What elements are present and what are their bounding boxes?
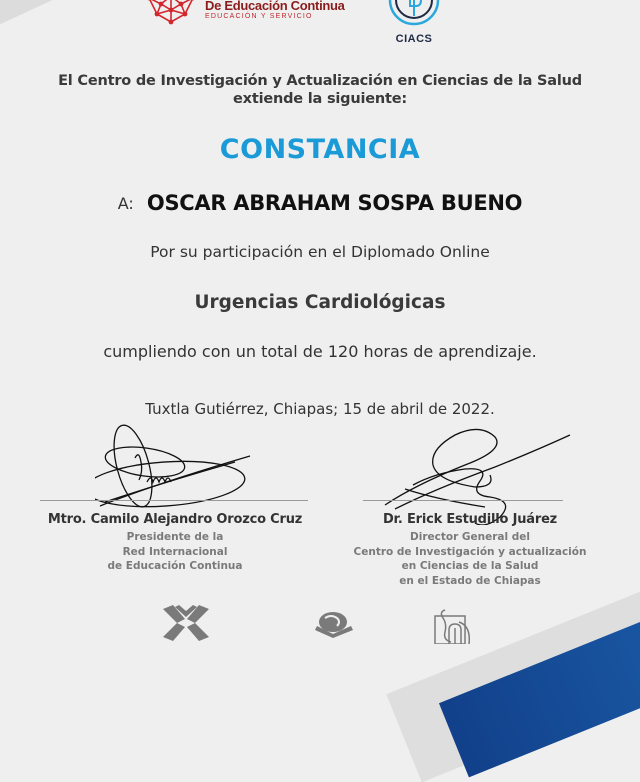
issuer-statement [0,72,640,108]
ciacs-circle-logo-icon [388,0,440,28]
role-line: Presidente de la [20,530,330,545]
monogram-frame-logo-icon [433,608,473,648]
x-chevrons-logo-icon [163,605,209,645]
hours-text: cumpliendo con un total de 120 horas de aprendizaje. [0,342,640,361]
open-book-globe-logo-icon [311,610,357,644]
signature-line-left [40,500,308,501]
participation-text: Por su participación en el Diplomado Online [0,243,640,261]
role-line: de Educación Continua [20,559,330,574]
signer-role [340,530,600,588]
course-name: Urgencias Cardiológicas [0,292,640,313]
signer-left [20,512,330,574]
handwritten-signature-icon [95,422,255,522]
place-and-date: Tuxtla Gutiérrez, Chiapas; 15 de abril de 2022. [0,400,640,418]
handwritten-signature-icon [375,425,585,525]
signer-name: Dr. Erick Estudillo Juárez [340,512,600,527]
footer-logos [0,598,640,640]
issuer-line-2: extiende la siguiente: [0,90,640,108]
signature-left [95,422,255,526]
recipient-name: OSCAR ABRAHAM SOSPA BUENO [147,191,522,215]
issuer-line-1: El Centro de Investigación y Actualización en Ciencias de la Salud [0,72,640,90]
role-line: Director General del [340,530,600,545]
recipient [0,191,640,215]
recipient-prefix: A: [118,194,134,213]
logo-sub-text: EDUCACIÓN Y SERVICIO [205,13,345,20]
signer-right [340,512,600,588]
signer-role [20,530,330,574]
logo-main-text: De Educación Continua [205,0,345,12]
role-line: en el Estado de Chiapas [340,574,600,589]
ciacs-logo [388,0,440,45]
role-line: Red Internacional [20,545,330,560]
signer-name: Mtro. Camilo Alejandro Orozco Cruz [20,512,330,527]
role-line: Centro de Investigación y actualización [340,545,600,560]
certificate-title: CONSTANCIA [0,134,640,165]
role-line: en Ciencias de la Salud [340,559,600,574]
signature-line-right [363,500,563,501]
grey-stripe [0,0,136,29]
ciacs-logo-text: CIACS [388,33,440,45]
red-internacional-logo [145,0,345,26]
red-geodesic-sphere-icon [145,0,197,26]
